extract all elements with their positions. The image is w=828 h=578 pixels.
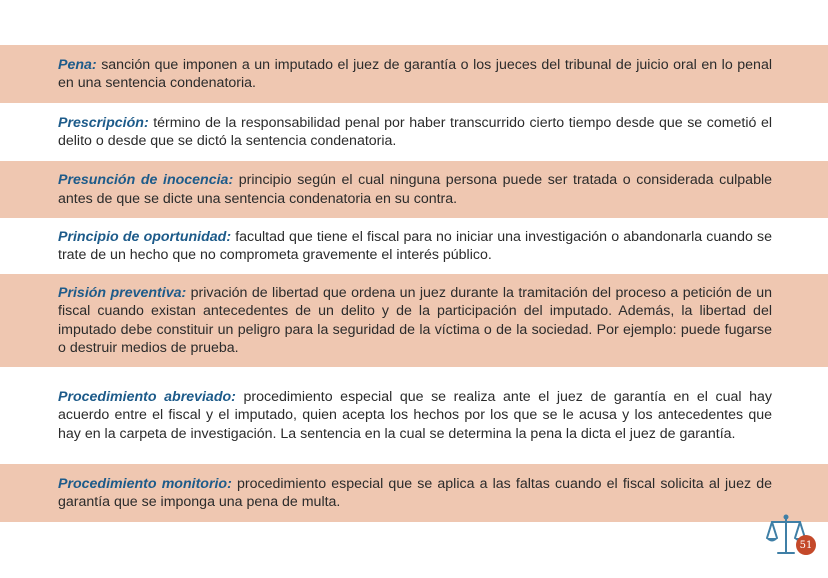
entry-term: Pena: [58,56,97,73]
entry-text [58,228,772,265]
entry-definition: término de la responsabilidad penal por haber transcurrido cierto tiempo desde que se cometió el delito o desde que se dictó la sentencia condenatoria. [58,114,772,149]
entry-definition: privación de libertad que ordena un juez durante la tramitación del proceso a petición de un fiscal cuando existan antecedentes de un delito y de la participación del imputado. Además, la libertad del imputado debe constituir un peligro para la seguridad de la víctima o de la sociedad. Por ejemplo: puede fugarse o destruir medios de prueba. [58,284,773,356]
entry-text [58,475,772,512]
glossary-entry-presuncion-de-inocencia [0,161,828,218]
glossary-entry-procedimiento-monitorio [0,464,828,522]
entry-text [58,171,772,208]
entry-definition: principio según el cual ninguna persona puede ser tratada o considerada culpable antes de que se dicte una sentencia condenatoria en su contra. [58,172,773,207]
entry-term: Prisión preventiva: [58,284,187,301]
entry-text [58,114,772,151]
entry-text [58,56,772,93]
glossary-entry-procedimiento-abreviado [0,367,828,464]
glossary-entry-principio-de-oportunidad [0,218,828,274]
entry-text [58,388,772,443]
entry-term: Principio de oportunidad: [58,228,232,245]
entry-term: Procedimiento monitorio: [58,475,232,492]
entry-term: Presunción de inocencia: [58,172,234,189]
entry-term: Procedimiento abreviado: [58,388,236,405]
entry-definition: procedimiento especial que se realiza ante el juez de garantía en el cual hay acuerdo entre el fiscal y el imputado, quien acepta los hechos por los que se le acusa y los antecedentes que hay en la carpeta de investigación. La sentencia en la cual se determina la pena la dicta el juez de garantía. [58,388,772,442]
entry-definition: sanción que imponen a un imputado el juez de garantía o los jueces del tribunal de juicio oral en lo penal en una sentencia condenatoria. [58,56,772,91]
entry-text [58,284,772,358]
page-number-badge: 51 [796,535,816,555]
entry-term: Prescripción: [58,114,149,131]
glossary-entry-prescripcion [0,103,828,161]
entry-definition: procedimiento especial que se aplica a las faltas cuando el fiscal solicita al juez de garantía que se imponga una pena de multa. [58,475,772,510]
entry-definition: facultad que tiene el fiscal para no iniciar una investigación o abandonarla cuando se trate de un hecho que no comprometa gravemente el interés público. [58,228,772,263]
glossary-entry-pena [0,45,828,103]
glossary-entry-prision-preventiva [0,274,828,367]
